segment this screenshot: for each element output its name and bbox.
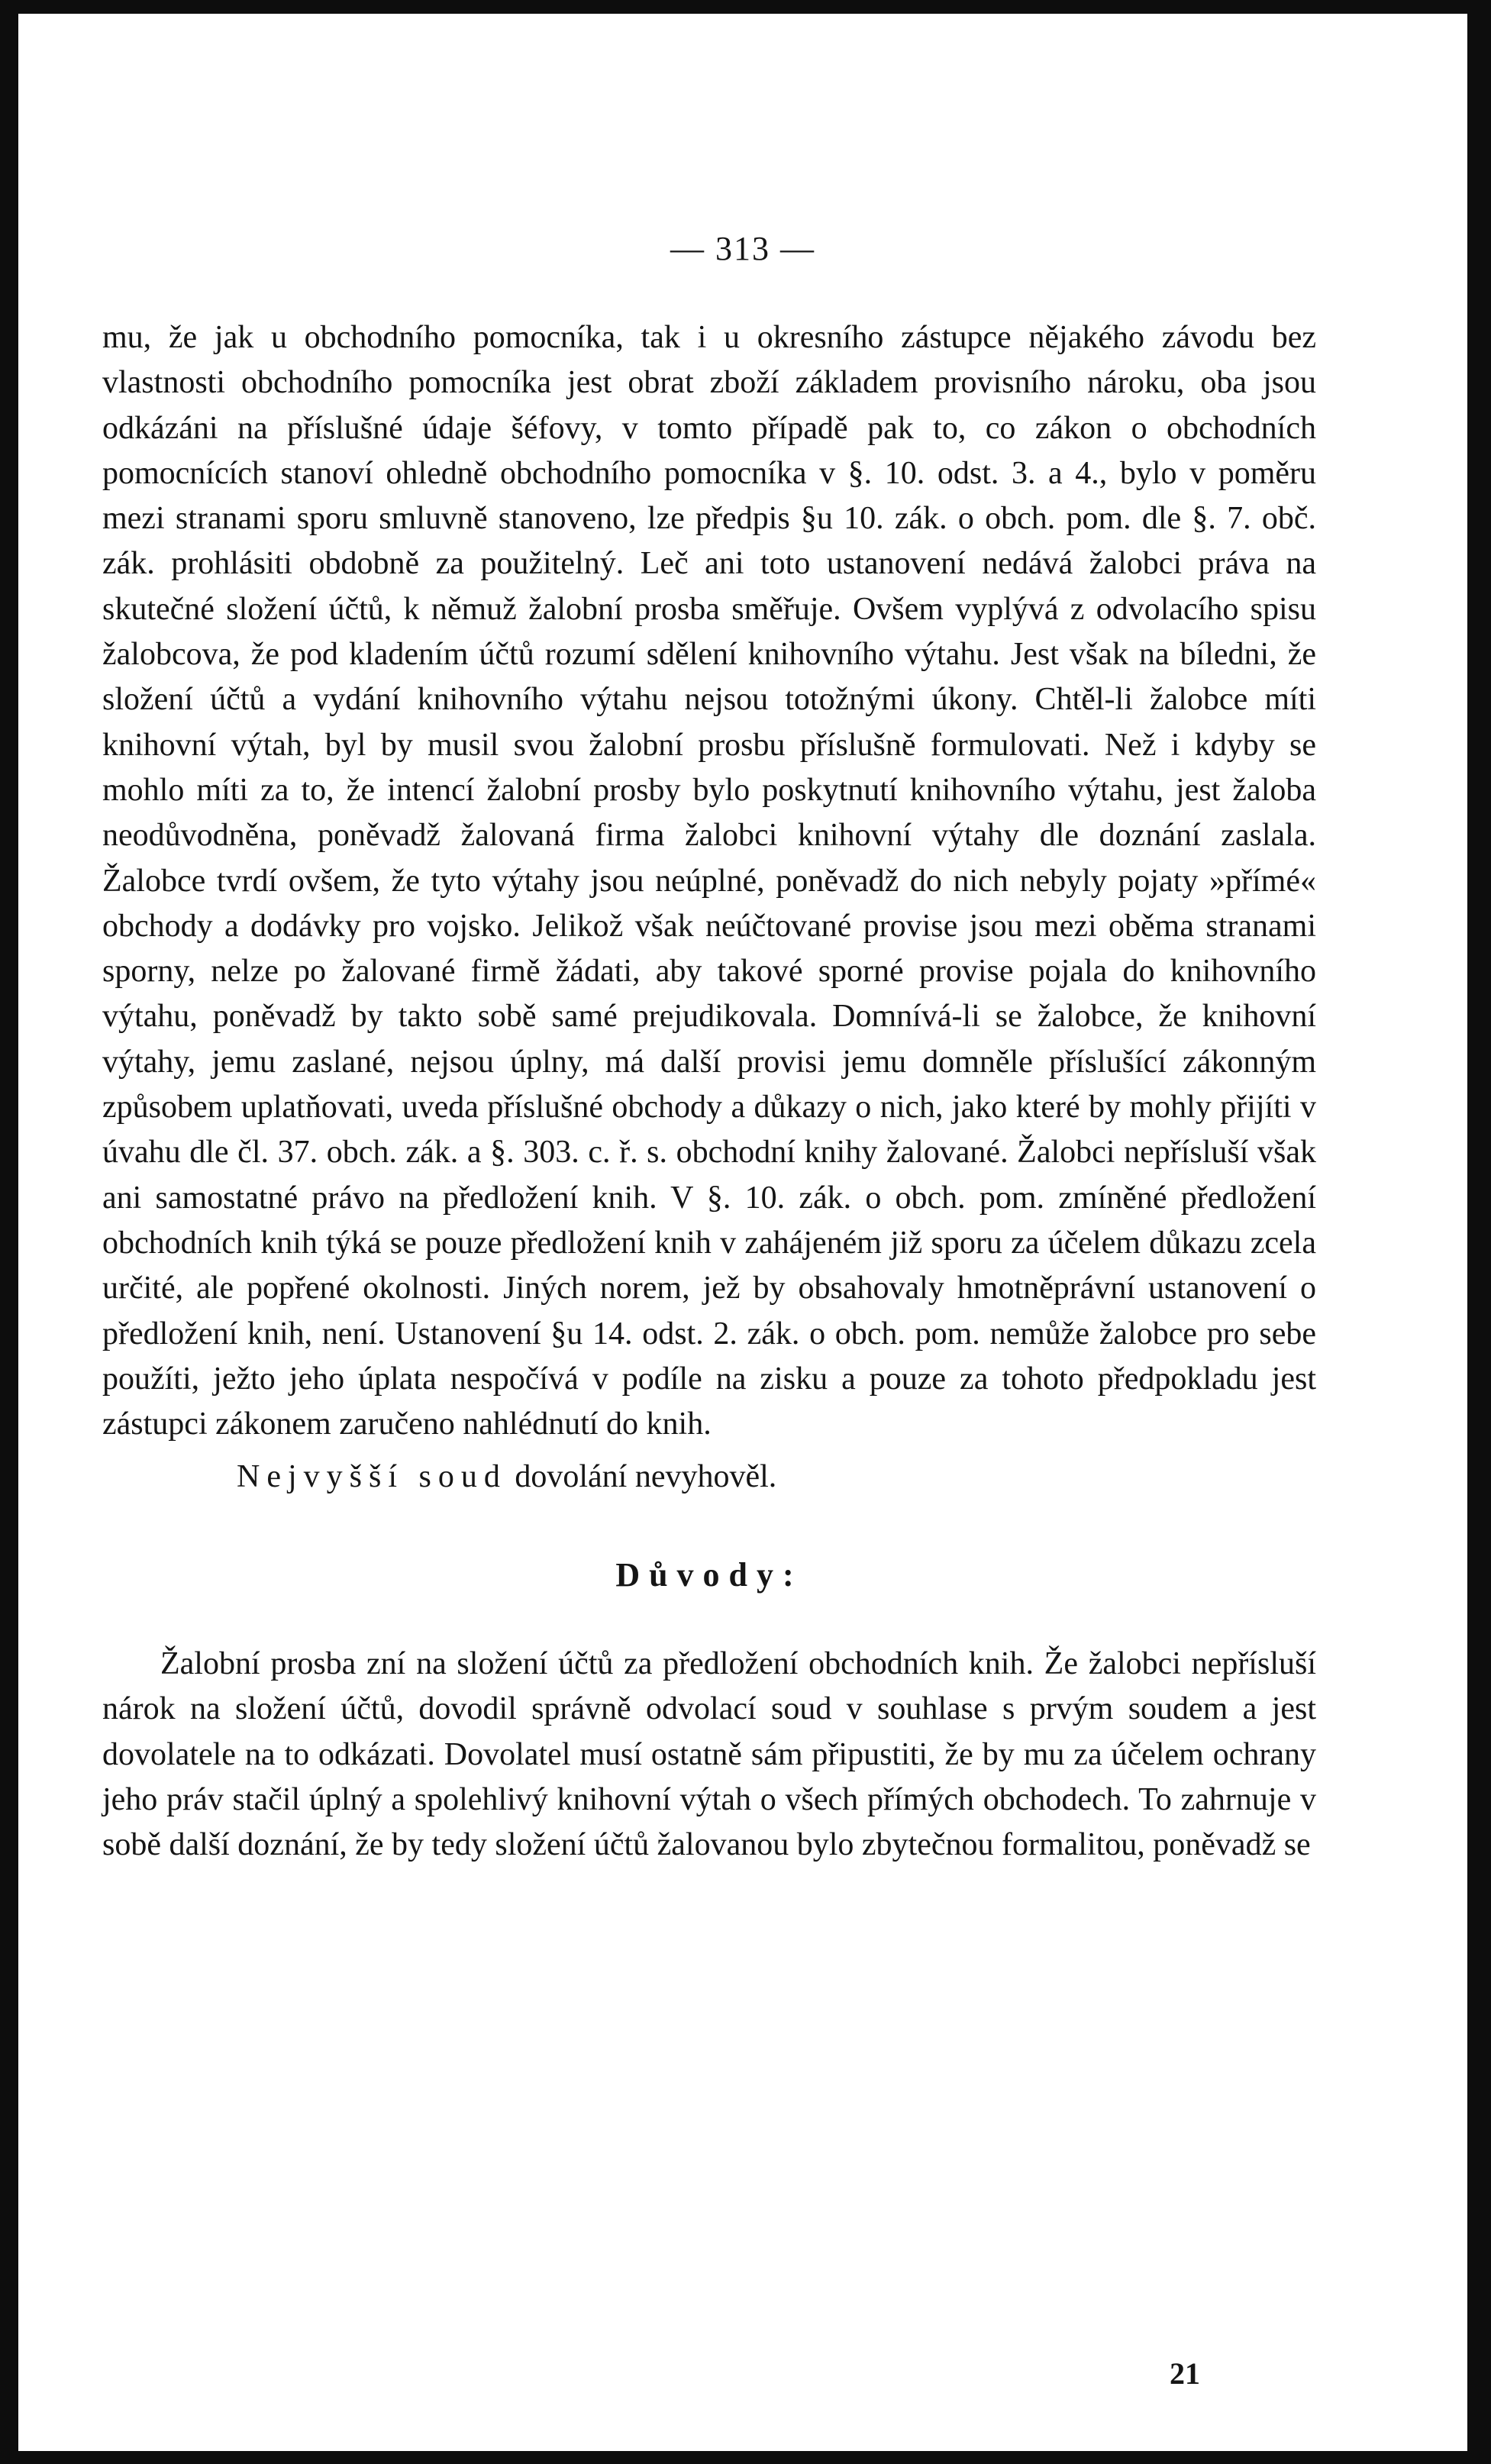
section-heading: Důvody: xyxy=(615,1555,803,1594)
verdict-rest: dovolání nevyhověl. xyxy=(506,1459,777,1495)
paragraph-2: Žalobní prosba zní na složení účtů za předložení obchodních knih. Že žalobci nepřísluší nárok na složení účtů, dovodil správně odvolací soud v souhlase s prvým soudem a jest dovolatele na to odkázati. Dovolatel musí ostatně sám připustiti, že by mu za účelem ochrany jeho práv stačil úplný a spolehlivý knihovní výtah o všech přímých obchodech. To zahrnuje v sobě další doznání, že by tedy složení účtů žalovanou bylo zbytečnou formalitou, poněvadž se xyxy=(102,1646,1316,1863)
verdict-court: Nejvyšší soud xyxy=(237,1459,507,1495)
body-text xyxy=(102,315,1316,1868)
document-page xyxy=(18,14,1467,2451)
page-number: — 313 — xyxy=(670,230,815,267)
verdict-line xyxy=(102,1455,1316,1500)
paragraph-1: mu, že jak u obchodního pomocníka, tak i u okresního zástupce nějakého závodu bez vlastnosti obchodního pomocníka jest obrat zboží základem provisního nároku, oba jsou odkázáni na příslušné údaje šéfovy, v tomto případě pak to, co zákon o obchodních pomocnících stanoví ohledně obchodního pomocníka v §. 10. odst. 3. a 4., bylo v poměru mezi stranami sporu smluvně stanoveno, lze předpis §u 10. zák. o obch. pom. dle §. 7. obč. zák. prohlásiti obdobně za použitelný. Leč ani toto ustanovení nedává žalobci práva na skutečné složení účtů, k němuž žalobní prosba směřuje. Ovšem vyplývá z odvolacího spisu žalobcova, že pod kladením účtů rozumí sdělení knihovního výtahu. Jest však na bíledni, že složení účtů a vydání knihovního výtahu nejsou totožnými úkony. Chtěl-li žalobce míti knihovní výtah, byl by musil svou žalobní prosbu příslušně formulovati. Než i kdyby se mohlo míti za to, že intencí žalobní prosby bylo poskytnutí knihovního výtahu, jest žaloba neodůvodněna, poněvadž žalovaná firma žalobci knihovní výtahy dle doznání zaslala. Žalobce tvrdí ovšem, že tyto výtahy jsou neúplné, poněvadž do nich nebyly pojaty »přímé« obchody a dodávky pro vojsko. Jelikož však neúčtované provise jsou mezi oběma stranami sporny, nelze po žalované firmě žádati, aby takové sporné provise pojala do knihovního výtahu, poněvadž by takto sobě samé prejudikovala. Domnívá-li se žalobce, že knihovní výtahy, jemu zaslané, nejsou úplny, má další provisi jemu domněle příslušící zákonným způsobem uplatňovati, uveda příslušné obchody a důkazy o nich, jako které by mohly přijíti v úvahu dle čl. 37. obch. zák. a §. 303. c. ř. s. obchodní knihy žalované. Žalobci nepřísluší však ani samostatné právo na předložení knih. V §. 10. zák. o obch. pom. zmíněné předložení obchodních knih týká se pouze předložení knih v zahájeném již sporu za účelem důkazu zcela určité, ale popřené okolnosti. Jiných norem, jež by obsahovaly hmotněprávní ustanovení o předložení knih, není. Ustanovení §u 14. odst. 2. zák. o obch. pom. nemůže žalobce pro sebe použíti, ježto jeho úplata nespočívá v podíle na zisku a pouze za tohoto předpokladu jest zástupci zákonem zaručeno nahlédnutí do knih. xyxy=(102,320,1316,1442)
signature-mark: 21 xyxy=(1170,2356,1200,2391)
